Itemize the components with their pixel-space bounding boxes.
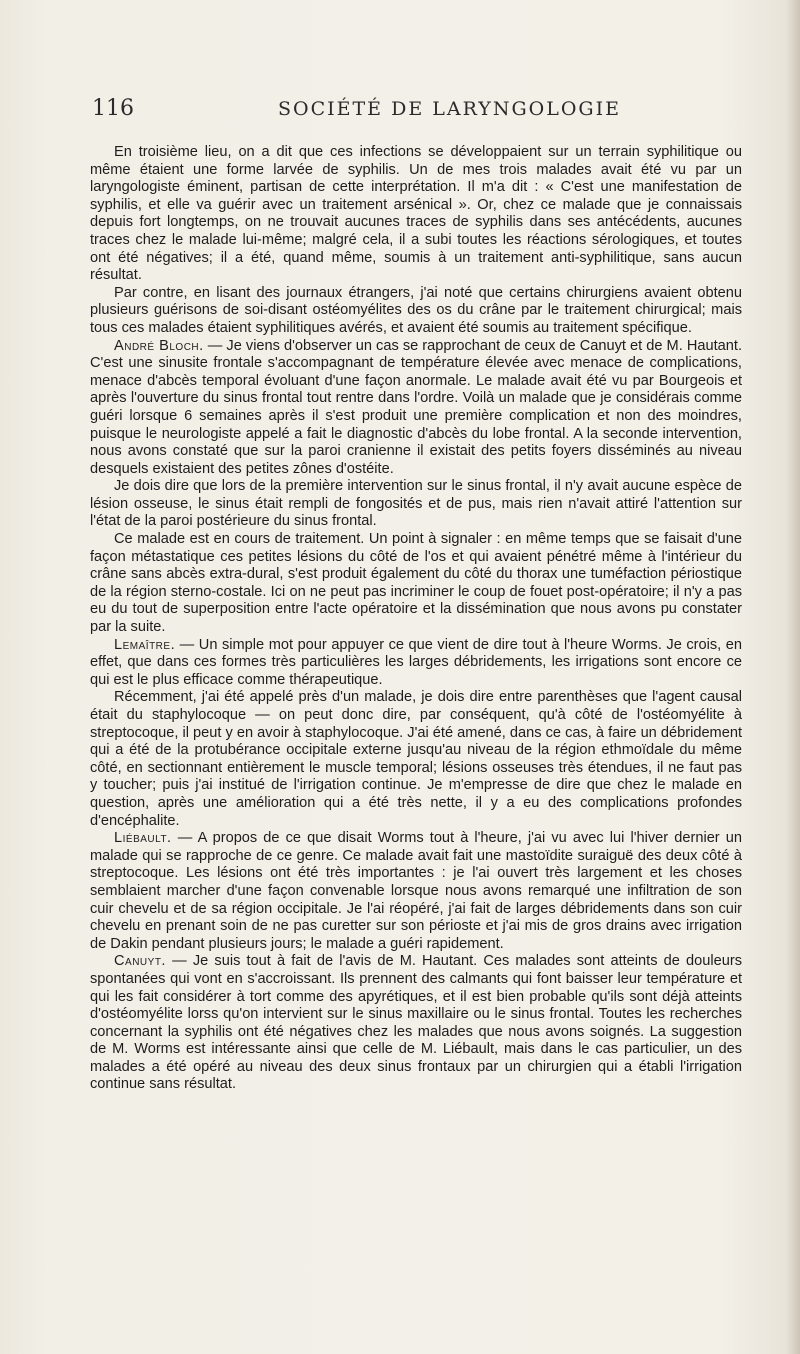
paragraph [90,689,742,830]
speaker-name: Canuyt. [114,953,166,970]
paragraph [90,478,742,531]
speaker-name: André Bloch. [114,337,204,354]
speaker-name: Liébault. [114,830,172,847]
speaker-name: Lemaître. [114,636,176,653]
body-text [90,144,742,1094]
page-number: 116 [92,96,134,121]
paragraph [90,338,742,479]
paragraph-text: Par contre, en lisant des journaux étrangers, j'ai noté que certains chirurgiens avaient obtenu plusieurs guérisons de soi-disant ostéomyélites des os du crâne par le traitement chirurgical; mais tous ces malades étaient syphilitiques avérés, et avaient été soumis au traitement spécifique. [90,284,742,336]
paragraph-text: — Je viens d'observer un cas se rapprochant de ceux de Canuyt et de M. Hautant. C'est une sinusite frontale s'accompagnant de température élevée avec menace de complications, menace d'abcès temporal évoluant d'une façon anormale. Le malade avait été vu par Bourgeois et après l'ouverture du sinus frontal tout rentre dans l'ordre. Voilà un malade que je considérais comme guéri lorsque 6 semaines après il s'est produit une première complication et non des moindres, puisque le neurologiste appelé a fait le diagnostic d'abcès du lobe frontal. A la seconde intervention, nous avons constaté que sur la paroi cranienne il existait des petits foyers disséminés au niveau desquels existaient des petites zônes d'ostéite. [90,337,742,477]
paragraph [90,953,742,1094]
paragraph [90,285,742,338]
paragraph [90,144,742,285]
paragraph-text: — Un simple mot pour appuyer ce que vient de dire tout à l'heure Worms. Je crois, en effet, que dans ces formes très particulières les larges débridements, les irrigations sont encore ce qui est le plus efficace comme thérapeutique. [90,636,742,688]
paragraph-text: Je dois dire que lors de la première intervention sur le sinus frontal, il n'y avait aucune espèce de lésion osseuse, le sinus était rempli de fongosités et de pus, mais rien n'avait attiré l'attention sur l'état de la paroi postérieure du sinus frontal. [90,478,742,530]
paragraph-text: En troisième lieu, on a dit que ces infections se développaient sur un terrain syphilitique ou même étaient une forme larvée de syphilis. Un de mes trois malades avait été vu par un laryngologiste éminent, partisan de cette interprétation. Il m'a dit : « C'est une manifestation de syphilis, et elle va guérir avec un traitement arsénical ». Or, chez ce malade que je connaissais depuis fort longtemps, on ne trouvait aucunes traces de syphilis dans ses antécédents, aucunes traces chez le malade lui-même; malgré cela, il a subi toutes les réactions sérologiques, et toutes ont été négatives; il a été, quand même, soumis à un traitement anti-syphilitique, sans aucun résultat. [90,144,742,284]
paragraph-text: Ce malade est en cours de traitement. Un point à signaler : en même temps que se faisait d'une façon métastatique ces petites lésions du côté de l'os et qui avaient pénétré même à l'intérieur du crâne sans abcès extra-dural, s'est produit également du côté du thorax une tuméfaction périostique de la région sterno-costale. Ici on ne peut pas incriminer le coup de fouet post-opératoire; il n'y a pas eu du tout de superposition entre l'acte opératoire et la dissémination que nous avons pu constater par la suite. [90,531,742,636]
running-title: SOCIÉTÉ DE LARYNGOLOGIE [278,98,621,120]
paragraph-text: — A propos de ce que disait Worms tout à l'heure, j'ai vu avec lui l'hiver dernier un malade qui se rapproche de ce genre. Ce malade avait fait une mastoïdite suraiguë des deux côté à streptocoque. Les lésions ont été très importantes : je l'ai ouvert très largement et les choses semblaient marcher d'une façon convenable lorsque nous avons remarqué une infiltration de son cuir chevelu et de sa région occipitale. Je l'ai réopéré, j'ai fait de larges débridements dans son cuir chevelu en prenant soin de ne pas curetter sur son périoste et j'ai mis de gros drains avec irrigation de Dakin pendant plusieurs jours; le malade a guéri rapidement. [90,830,742,952]
paragraph [90,531,742,637]
paragraph-text: Récemment, j'ai été appelé près d'un malade, je dois dire entre parenthèses que l'agent causal était du staphylocoque — on peut donc dire, par conséquent, qu'à côté de l'ostéomyélite à streptocoque, il peut y en avoir à staphylocoque. J'ai été amené, dans ce cas, à faire un débridement qui a été de la protubérance occipitale externe jusqu'au niveau de la région ethmoïdale du même côté, en sectionnant entièrement le muscle temporal; lésions osseuses très étendues, il ne faut pas y toucher; puis j'ai institué de l'irrigation continue. Je m'empresse de dire que chez le malade en question, après une amélioration qui a été très nette, il y a eu des complications profondes d'encéphalite. [90,689,742,829]
paragraph [90,637,742,690]
page-edge-shadow [786,0,800,1354]
page-header [92,96,712,132]
paragraph [90,830,742,953]
paragraph-text: — Je suis tout à fait de l'avis de M. Hautant. Ces malades sont atteints de douleurs spontanées qui vont en s'accroissant. Ils prennent des calmants qui font baisser leur température et qui les fait considérer à tort comme des apyrétiques, et il est bien probable qu'ils sont déjà atteints d'ostéomyélite lorss qu'on intervient sur le sinus maxillaire ou le sinus frontal. Toutes les recherches concernant la syphilis ont été négatives chez les malades que nous avons soignés. La suggestion de M. Worms est intéressante ainsi que celle de M. Liébault, mais dans le cas particulier, un des malades a été opéré au niveau des deux sinus frontaux par un chirurgien qui a établi l'irrigation continue sans résultat. [90,953,742,1093]
